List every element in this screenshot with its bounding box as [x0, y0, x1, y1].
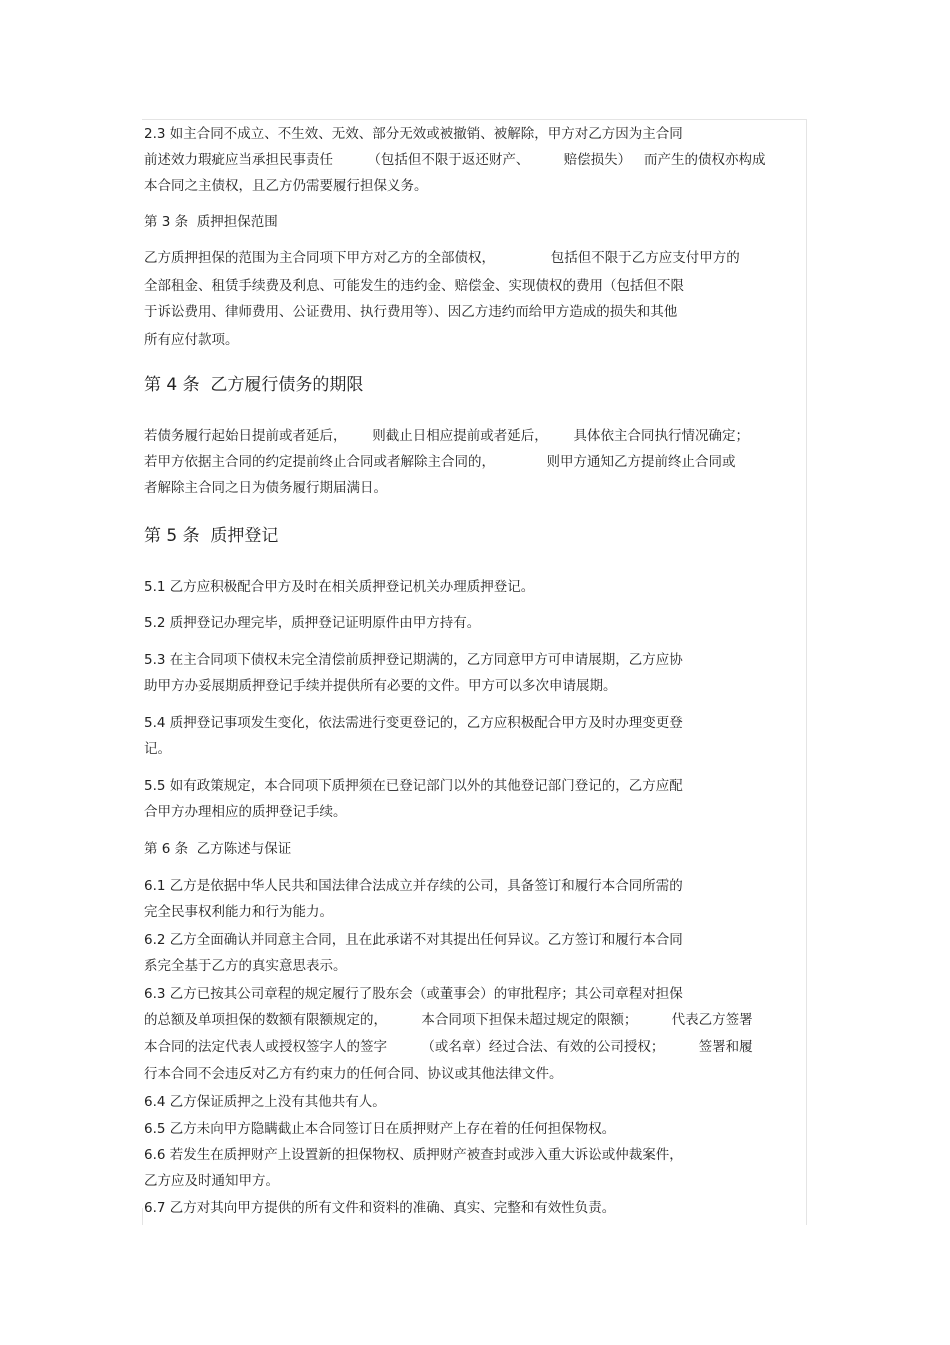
clause-2-3-line-3: 本合同之主债权，且乙方仍需要履行担保义务。: [144, 178, 428, 194]
article-4-line-1: 若债务履行起始日提前或者延后， 则截止日相应提前或者延后， 具体依主合同执行情况确定；: [144, 428, 749, 444]
clause-6-4: 6.4 乙方保证质押之上没有其他共有人。: [144, 1094, 386, 1110]
clause-5-5-line-2: 合甲方办理相应的质押登记手续。: [144, 804, 347, 820]
article-3-line-2: 全部租金、租赁手续费及利息、可能发生的违约金、赔偿金、实现债权的费用（包括但不限: [144, 278, 684, 294]
clause-6-1-line-2: 完全民事权利能力和行为能力。: [144, 904, 333, 920]
article-3-line-4: 所有应付款项。: [144, 332, 239, 348]
clause-6-2-line-2: 系完全基于乙方的真实意思表示。: [144, 958, 347, 974]
clause-5-2: 5.2 质押登记办理完毕，质押登记证明原件由甲方持有。: [144, 615, 481, 631]
clause-6-3-line-2: 的总额及单项担保的数额有限额规定的， 本合同项下担保未超过规定的限额； 代表乙方签署: [144, 1012, 753, 1028]
article-4-heading: 第 4 条 乙方履行债务的期限: [144, 375, 364, 395]
page-frame-left-border: [142, 1208, 143, 1225]
clause-5-1: 5.1 乙方应积极配合甲方及时在相关质押登记机关办理质押登记。: [144, 579, 535, 595]
article-3-line-1: 乙方质押担保的范围为主合同项下甲方对乙方的全部债权， 包括但不限于乙方应支付甲方的: [144, 250, 740, 266]
clause-2-3-line-1: 2.3 如主合同不成立、不生效、无效、部分无效或被撤销、被解除，甲方对乙方因为主合同: [144, 126, 683, 142]
clause-6-3-line-4: 行本合同不会违反对乙方有约束力的任何合同、协议或其他法律文件。: [144, 1066, 563, 1082]
article-6-heading: 第 6 条 乙方陈述与保证: [144, 841, 292, 857]
clause-6-6-line-2: 乙方应及时通知甲方。: [144, 1173, 279, 1189]
clause-6-2-line-1: 6.2 乙方全面确认并同意主合同，且在此承诺不对其提出任何异议。乙方签订和履行本合同: [144, 932, 683, 948]
clause-5-3-line-2: 助甲方办妥展期质押登记手续并提供所有必要的文件。甲方可以多次申请展期。: [144, 678, 617, 694]
clause-6-3-line-3: 本合同的法定代表人或授权签字人的签字 （或名章）经过合法、有效的公司授权； 签署和履: [144, 1039, 753, 1055]
article-4-line-3: 者解除主合同之日为债务履行期届满日。: [144, 480, 387, 496]
clause-5-4-line-2: 记。: [144, 741, 171, 757]
article-5-heading: 第 5 条 质押登记: [144, 526, 279, 546]
article-4-line-2: 若甲方依据主合同的约定提前终止合同或者解除主合同的， 则甲方通知乙方提前终止合同或: [144, 454, 736, 470]
clause-5-3-line-1: 5.3 在主合同项下债权未完全清偿前质押登记期满的，乙方同意甲方可申请展期，乙方应协: [144, 652, 683, 668]
article-3-line-3: 于诉讼费用、律师费用、公证费用、执行费用等）、因乙方违约而给甲方造成的损失和其他: [144, 304, 678, 320]
clause-6-6-line-1: 6.6 若发生在质押财产上设置新的担保物权、质押财产被查封或涉入重大诉讼或仲裁案件，: [144, 1147, 683, 1163]
article-3-heading: 第 3 条 质押担保范围: [144, 214, 278, 230]
clause-6-7: 6.7 乙方对其向甲方提供的所有文件和资料的准确、真实、完整和有效性负责。: [144, 1200, 616, 1216]
clause-2-3-line-2: 前述效力瑕疵应当承担民事责任 （包括但不限于返还财产、 赔偿损失） 而产生的债权亦构成: [144, 152, 766, 168]
page-frame-top-border: [142, 119, 806, 120]
clause-5-4-line-1: 5.4 质押登记事项发生变化，依法需进行变更登记的，乙方应积极配合甲方及时办理变更登: [144, 715, 683, 731]
clause-5-5-line-1: 5.5 如有政策规定，本合同项下质押须在已登记部门以外的其他登记部门登记的，乙方应配: [144, 778, 683, 794]
clause-6-1-line-1: 6.1 乙方是依据中华人民共和国法律合法成立并存续的公司，具备签订和履行本合同所需的: [144, 878, 683, 894]
clause-6-3-line-1: 6.3 乙方已按其公司章程的规定履行了股东会（或董事会）的审批程序；其公司章程对担保: [144, 986, 683, 1002]
page-frame-right-border: [806, 119, 807, 1225]
clause-6-5: 6.5 乙方未向甲方隐瞒截止本合同签订日在质押财产上存在着的任何担保物权。: [144, 1121, 616, 1137]
